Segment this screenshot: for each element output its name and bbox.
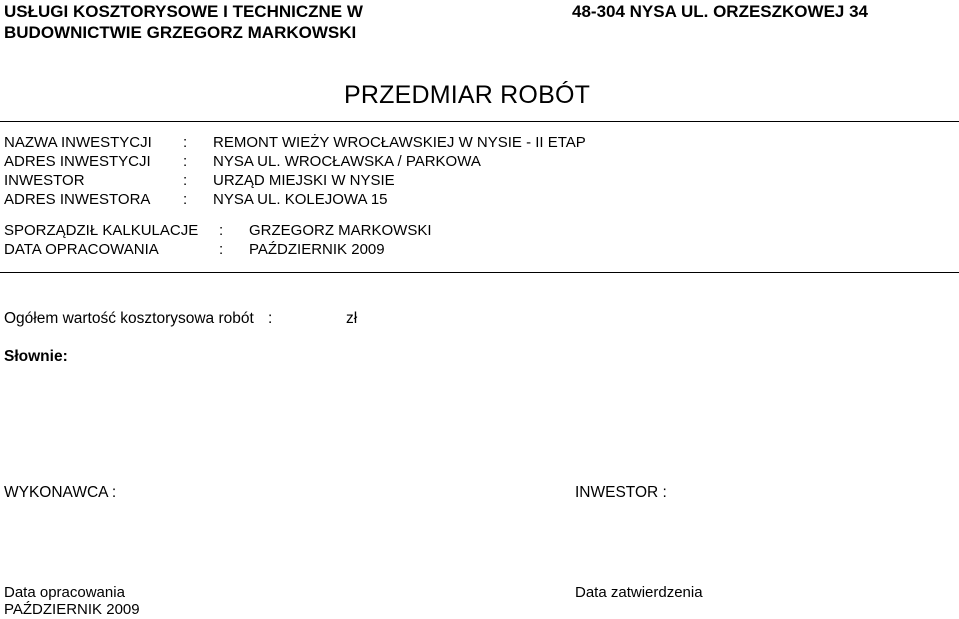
company-name-line1: USŁUGI KOSZTORYSOWE I TECHNICZNE W [4,2,363,21]
investor-signature-label: INWESTOR : [575,484,667,501]
detail-label: ADRES INWESTORA [4,191,151,208]
divider-top [0,121,959,122]
detail-label: INWESTOR [4,172,85,189]
detail-label: NAZWA INWESTYCJI [4,134,152,151]
prepared-label: SPORZĄDZIŁ KALKULACJE [4,222,199,239]
prepared-value: GRZEGORZ MARKOWSKI [249,222,432,239]
prepared-date-label: Data opracowania [4,584,125,601]
words-label: Słownie: [4,348,68,365]
total-currency: zł [346,310,358,327]
company-name-line2: BUDOWNICTWIE GRZEGORZ MARKOWSKI [4,23,357,42]
detail-separator: : [183,153,188,170]
prepared-label: DATA OPRACOWANIA [4,241,159,258]
page-title: PRZEDMIAR ROBÓT [344,81,591,109]
prepared-value: PAŹDZIERNIK 2009 [249,241,385,258]
contractor-label: WYKONAWCA : [4,484,117,501]
detail-label: ADRES INWESTYCJI [4,153,151,170]
approved-date-label: Data zatwierdzenia [575,584,703,601]
detail-value: URZĄD MIEJSKI W NYSIE [213,172,395,189]
detail-value: REMONT WIEŻY WROCŁAWSKIEJ W NYSIE - II ETAP [213,134,586,151]
divider-middle [0,272,959,273]
company-address: 48-304 NYSA UL. ORZESZKOWEJ 34 [572,2,869,21]
prepared-separator: : [219,222,224,239]
total-separator: : [268,310,273,327]
detail-separator: : [183,191,188,208]
total-label: Ogółem wartość kosztorysowa robót [4,310,254,327]
detail-value: NYSA UL. KOLEJOWA 15 [213,191,388,208]
detail-value: NYSA UL. WROCŁAWSKA / PARKOWA [213,153,481,170]
prepared-separator: : [219,241,224,258]
detail-separator: : [183,134,188,151]
detail-separator: : [183,172,188,189]
prepared-date-value: PAŹDZIERNIK 2009 [4,601,140,618]
